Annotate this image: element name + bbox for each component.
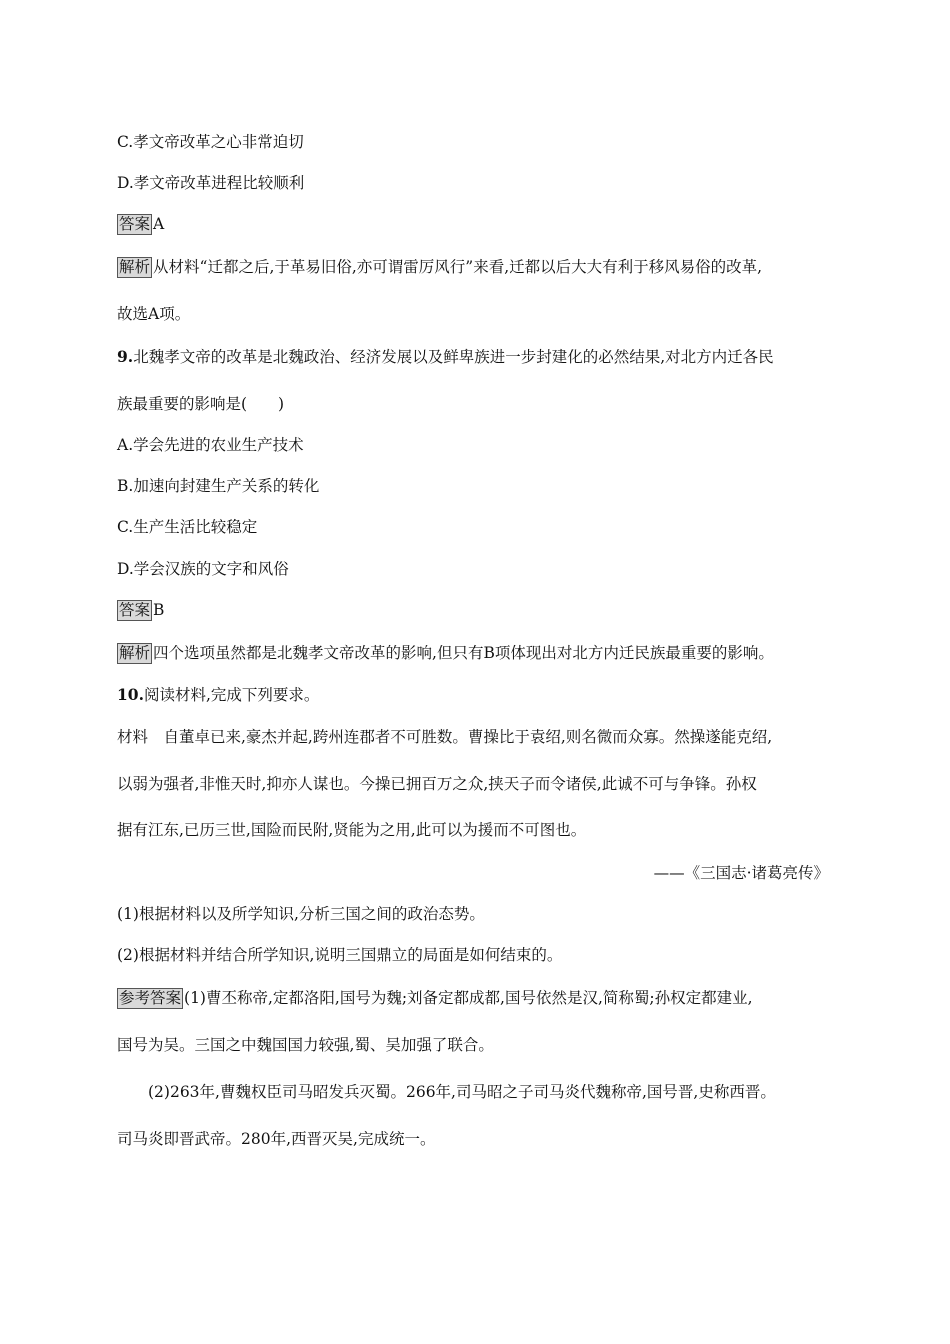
q9-analysis-text: 四个选项虽然都是北魏孝文帝改革的影响,但只有B项体现出对北方内迁民族最重要的影响。 <box>153 644 774 662</box>
q10-subquestion-2: (2)根据材料并结合所学知识,说明三国鼎立的局面是如何结束的。 <box>117 946 563 964</box>
q10-stem <box>117 684 319 706</box>
q10-stem-text: 阅读材料,完成下列要求。 <box>143 686 320 704</box>
q8-option-d: D.孝文帝改革进程比较顺利 <box>117 174 305 192</box>
q9-option-d: D.学会汉族的文字和风俗 <box>117 560 289 578</box>
q9-answer-value: B <box>153 601 165 619</box>
q10-reference-text1: (1)曹丕称帝,定都洛阳,国号为魏;刘备定都成都,国号依然是汉,简称蜀;孙权定都建业, <box>184 989 753 1007</box>
q10-material-line3: 据有江东,已历三世,国险而民附,贤能为之用,此可以为援而不可图也。 <box>117 821 587 839</box>
q8-option-c: C.孝文帝改革之心非常迫切 <box>117 133 304 151</box>
q10-subquestion-1: (1)根据材料以及所学知识,分析三国之间的政治态势。 <box>117 905 485 923</box>
q10-material-line1: 材料 自董卓已来,豪杰并起,跨州连郡者不可胜数。曹操比于袁绍,则名微而众寡。然操遂能克绍, <box>117 728 773 746</box>
q9-option-b: B.加速向封建生产关系的转化 <box>117 477 320 495</box>
q9-analysis <box>117 642 774 664</box>
q8-analysis-line1 <box>117 256 762 278</box>
q10-material-line2: 以弱为强者,非惟天时,抑亦人谋也。今操已拥百万之众,挟天子而令诸侯,此诚不可与争锋。孙权 <box>117 775 757 793</box>
answer-tag: 答案 <box>119 601 151 619</box>
q9-answer <box>117 599 164 621</box>
q9-option-c: C.生产生活比较稳定 <box>117 518 258 536</box>
analysis-tag: 解析 <box>119 258 151 276</box>
q10-reference-line1 <box>117 987 753 1009</box>
q10-reference-line4: 司马炎即晋武帝。280年,西晋灭吴,完成统一。 <box>117 1130 436 1148</box>
answer-tag: 答案 <box>119 215 151 233</box>
q10-reference-line2: 国号为吴。三国之中魏国国力较强,蜀、吴加强了联合。 <box>117 1036 494 1054</box>
q8-analysis-text: 从材料“迁都之后,于革易旧俗,亦可谓雷厉风行”来看,迁都以后大大有利于移风易俗的改革, <box>153 258 763 276</box>
q8-answer-value: A <box>153 215 165 233</box>
q10-number: 10. <box>117 685 144 704</box>
q10-reference-line3: (2)263年,曹魏权臣司马昭发兵灭蜀。266年,司马昭之子司马炎代魏称帝,国号晋,史称西晋。 <box>148 1083 776 1101</box>
q9-number: 9. <box>117 347 134 366</box>
q9-option-a: A.学会先进的农业生产技术 <box>117 436 304 454</box>
q9-stem-text: 北魏孝文帝的改革是北魏政治、经济发展以及鲜卑族进一步封建化的必然结果,对北方内迁各民 <box>133 348 774 366</box>
q8-answer <box>117 213 164 235</box>
q9-stem-line1 <box>117 346 774 368</box>
q10-material-source: ——《三国志·诸葛亮传》 <box>653 864 829 882</box>
q8-analysis-line2: 故选A项。 <box>117 305 191 323</box>
q9-stem-line2: 族最重要的影响是( ) <box>117 395 285 413</box>
analysis-tag: 解析 <box>119 644 151 662</box>
reference-answer-tag: 参考答案 <box>119 989 182 1007</box>
